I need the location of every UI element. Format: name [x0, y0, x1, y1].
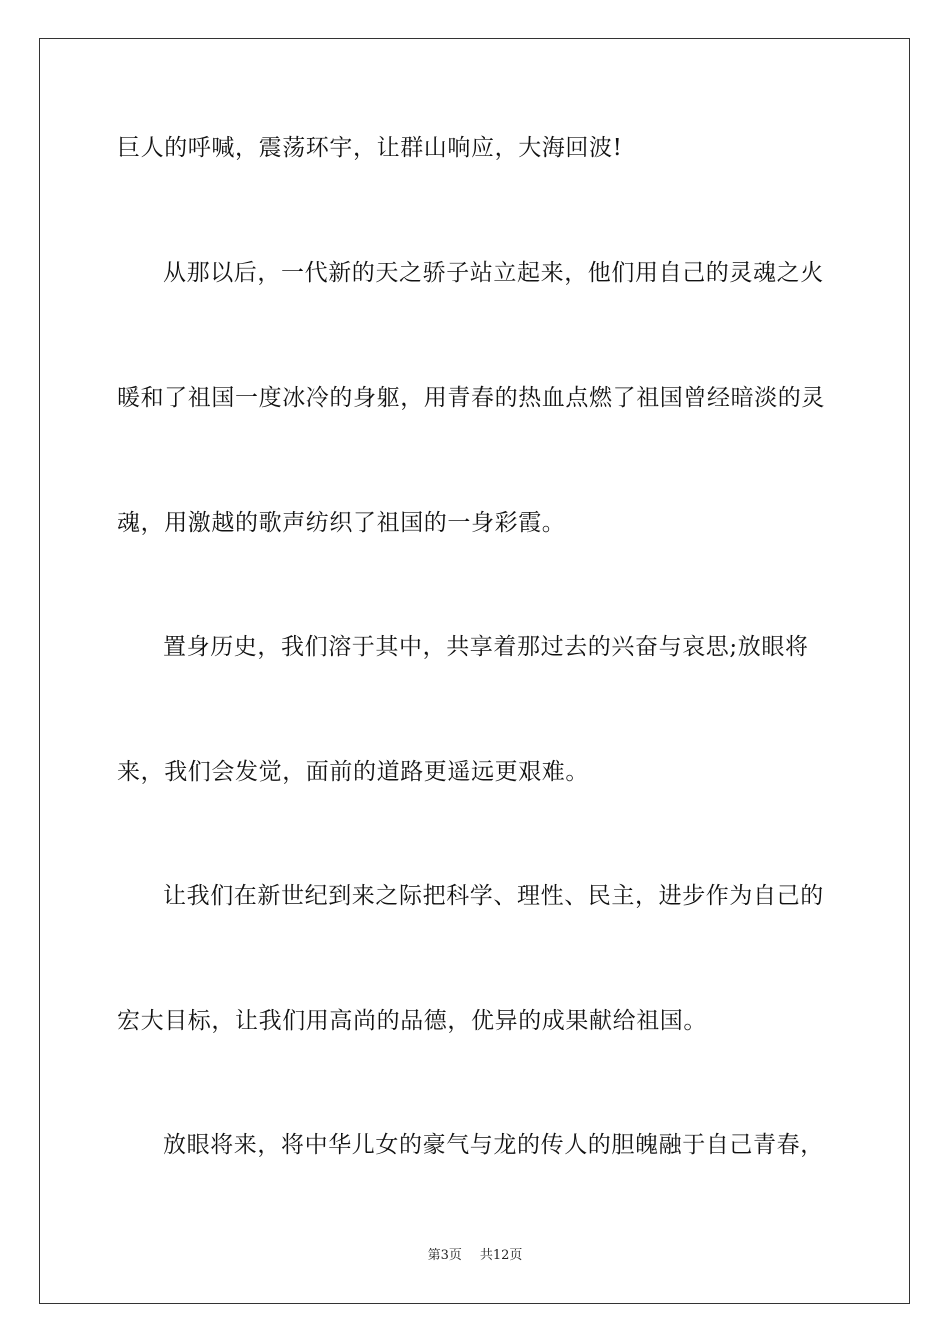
page-number: 第3页 — [427, 1248, 462, 1263]
text-line-8: 宏大目标，让我们用高尚的品德，优异的成果献给祖国。 — [117, 1008, 707, 1034]
text-line-9: 放眼将来，将中华儿女的豪气与龙的传人的胆魄融于自己青春， — [163, 1132, 824, 1158]
page-total: 共12页 — [479, 1248, 523, 1263]
text-line-1: 巨人的呼喊，震荡环宇，让群山响应，大海回波! — [117, 135, 623, 161]
text-line-5: 置身历史，我们溶于其中，共享着那过去的兴奋与哀思;放眼将 — [163, 634, 809, 660]
text-line-2: 从那以后，一代新的天之骄子站立起来，他们用自己的灵魂之火 — [163, 260, 824, 286]
text-line-4: 魂，用激越的歌声纺织了祖国的一身彩霞。 — [117, 510, 566, 536]
page-border — [39, 38, 910, 1304]
page-footer — [0, 1247, 950, 1265]
text-line-3: 暖和了祖国一度冰冷的身躯，用青春的热血点燃了祖国曾经暗淡的灵 — [117, 385, 825, 411]
text-line-7: 让我们在新世纪到来之际把科学、理性、民主，进步作为自己的 — [163, 883, 824, 909]
text-line-6: 来，我们会发觉，面前的道路更遥远更艰难。 — [117, 759, 589, 785]
